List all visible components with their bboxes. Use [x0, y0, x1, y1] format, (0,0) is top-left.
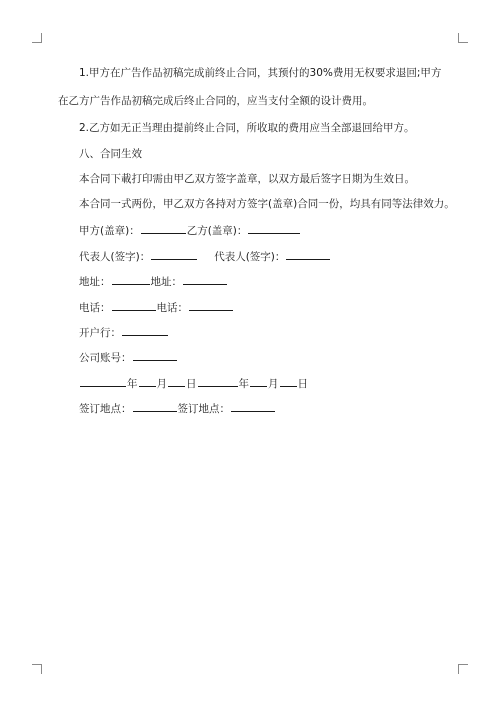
month-a-blank[interactable] [139, 376, 156, 387]
phone-a-blank[interactable] [112, 300, 156, 311]
rep-b-label: 代表人(签字)： [214, 251, 286, 263]
day-a-blank[interactable] [168, 376, 185, 387]
year-a-label: 年 [127, 378, 138, 390]
year-b-blank[interactable] [198, 376, 238, 387]
place-b-label: 签订地点： [177, 403, 230, 415]
month-b-label: 月 [268, 378, 279, 390]
place-a-label: 签订地点： [79, 403, 132, 415]
crop-mark-top-right [458, 33, 468, 43]
address-a-label: 地址： [79, 276, 111, 288]
account-row [79, 350, 178, 365]
clause-2: 2.乙方如无正当理由提前终止合同，所收取的费用应当全部退回给甲方。 [79, 122, 415, 134]
clause-1-line-2: 在乙方广告作品初稿完成后终止合同的，应当支付全额的设计费用。 [58, 95, 373, 107]
day-b-blank[interactable] [280, 376, 297, 387]
year-a-blank[interactable] [80, 376, 126, 387]
date-row [79, 376, 308, 391]
place-a-blank[interactable] [133, 401, 177, 412]
party-b-blank[interactable] [248, 223, 300, 234]
account-label: 公司账号： [79, 352, 132, 364]
crop-mark-top-left [32, 33, 42, 43]
address-row [79, 274, 228, 289]
party-a-label: 甲方(盖章)： [79, 225, 140, 237]
account-blank[interactable] [133, 350, 177, 361]
signing-place-row [79, 401, 276, 416]
month-b-blank[interactable] [250, 376, 267, 387]
representative-row [79, 249, 331, 264]
rep-b-blank[interactable] [286, 249, 330, 260]
place-b-blank[interactable] [231, 401, 275, 412]
rep-a-label: 代表人(签字)： [79, 251, 151, 263]
day-b-label: 日 [297, 378, 308, 390]
year-b-label: 年 [238, 378, 249, 390]
clause-1-line-1: 1.甲方在广告作品初稿完成前终止合同，其预付的30%费用无权要求退回;甲方 [79, 67, 442, 79]
month-a-label: 月 [156, 378, 167, 390]
phone-row [79, 300, 234, 315]
address-a-blank[interactable] [112, 274, 150, 285]
party-a-blank[interactable] [141, 223, 186, 234]
crop-mark-bottom-left [32, 664, 42, 674]
phone-b-label: 电话： [156, 302, 188, 314]
party-b-label: 乙方(盖章)： [186, 225, 248, 237]
address-b-label: 地址： [150, 276, 182, 288]
section-8-heading: 八、合同生效 [79, 148, 142, 160]
section-8-para-1: 本合同下載打印需由甲乙双方签字盖章，以双方最后签字日期为生效日。 [79, 173, 415, 185]
section-8-para-2: 本合同一式两份，甲乙双方各持对方签字(盖章)合同一份，均具有同等法律效力。 [79, 198, 455, 210]
rep-a-blank[interactable] [151, 249, 197, 260]
phone-b-blank[interactable] [189, 300, 233, 311]
address-b-blank[interactable] [183, 274, 227, 285]
bank-label: 开户行： [79, 327, 121, 339]
bank-row [79, 325, 169, 340]
party-signature-row [79, 223, 301, 238]
bank-blank[interactable] [122, 325, 168, 336]
phone-a-label: 电话： [79, 302, 111, 314]
day-a-label: 日 [186, 378, 197, 390]
crop-mark-bottom-right [458, 664, 468, 674]
